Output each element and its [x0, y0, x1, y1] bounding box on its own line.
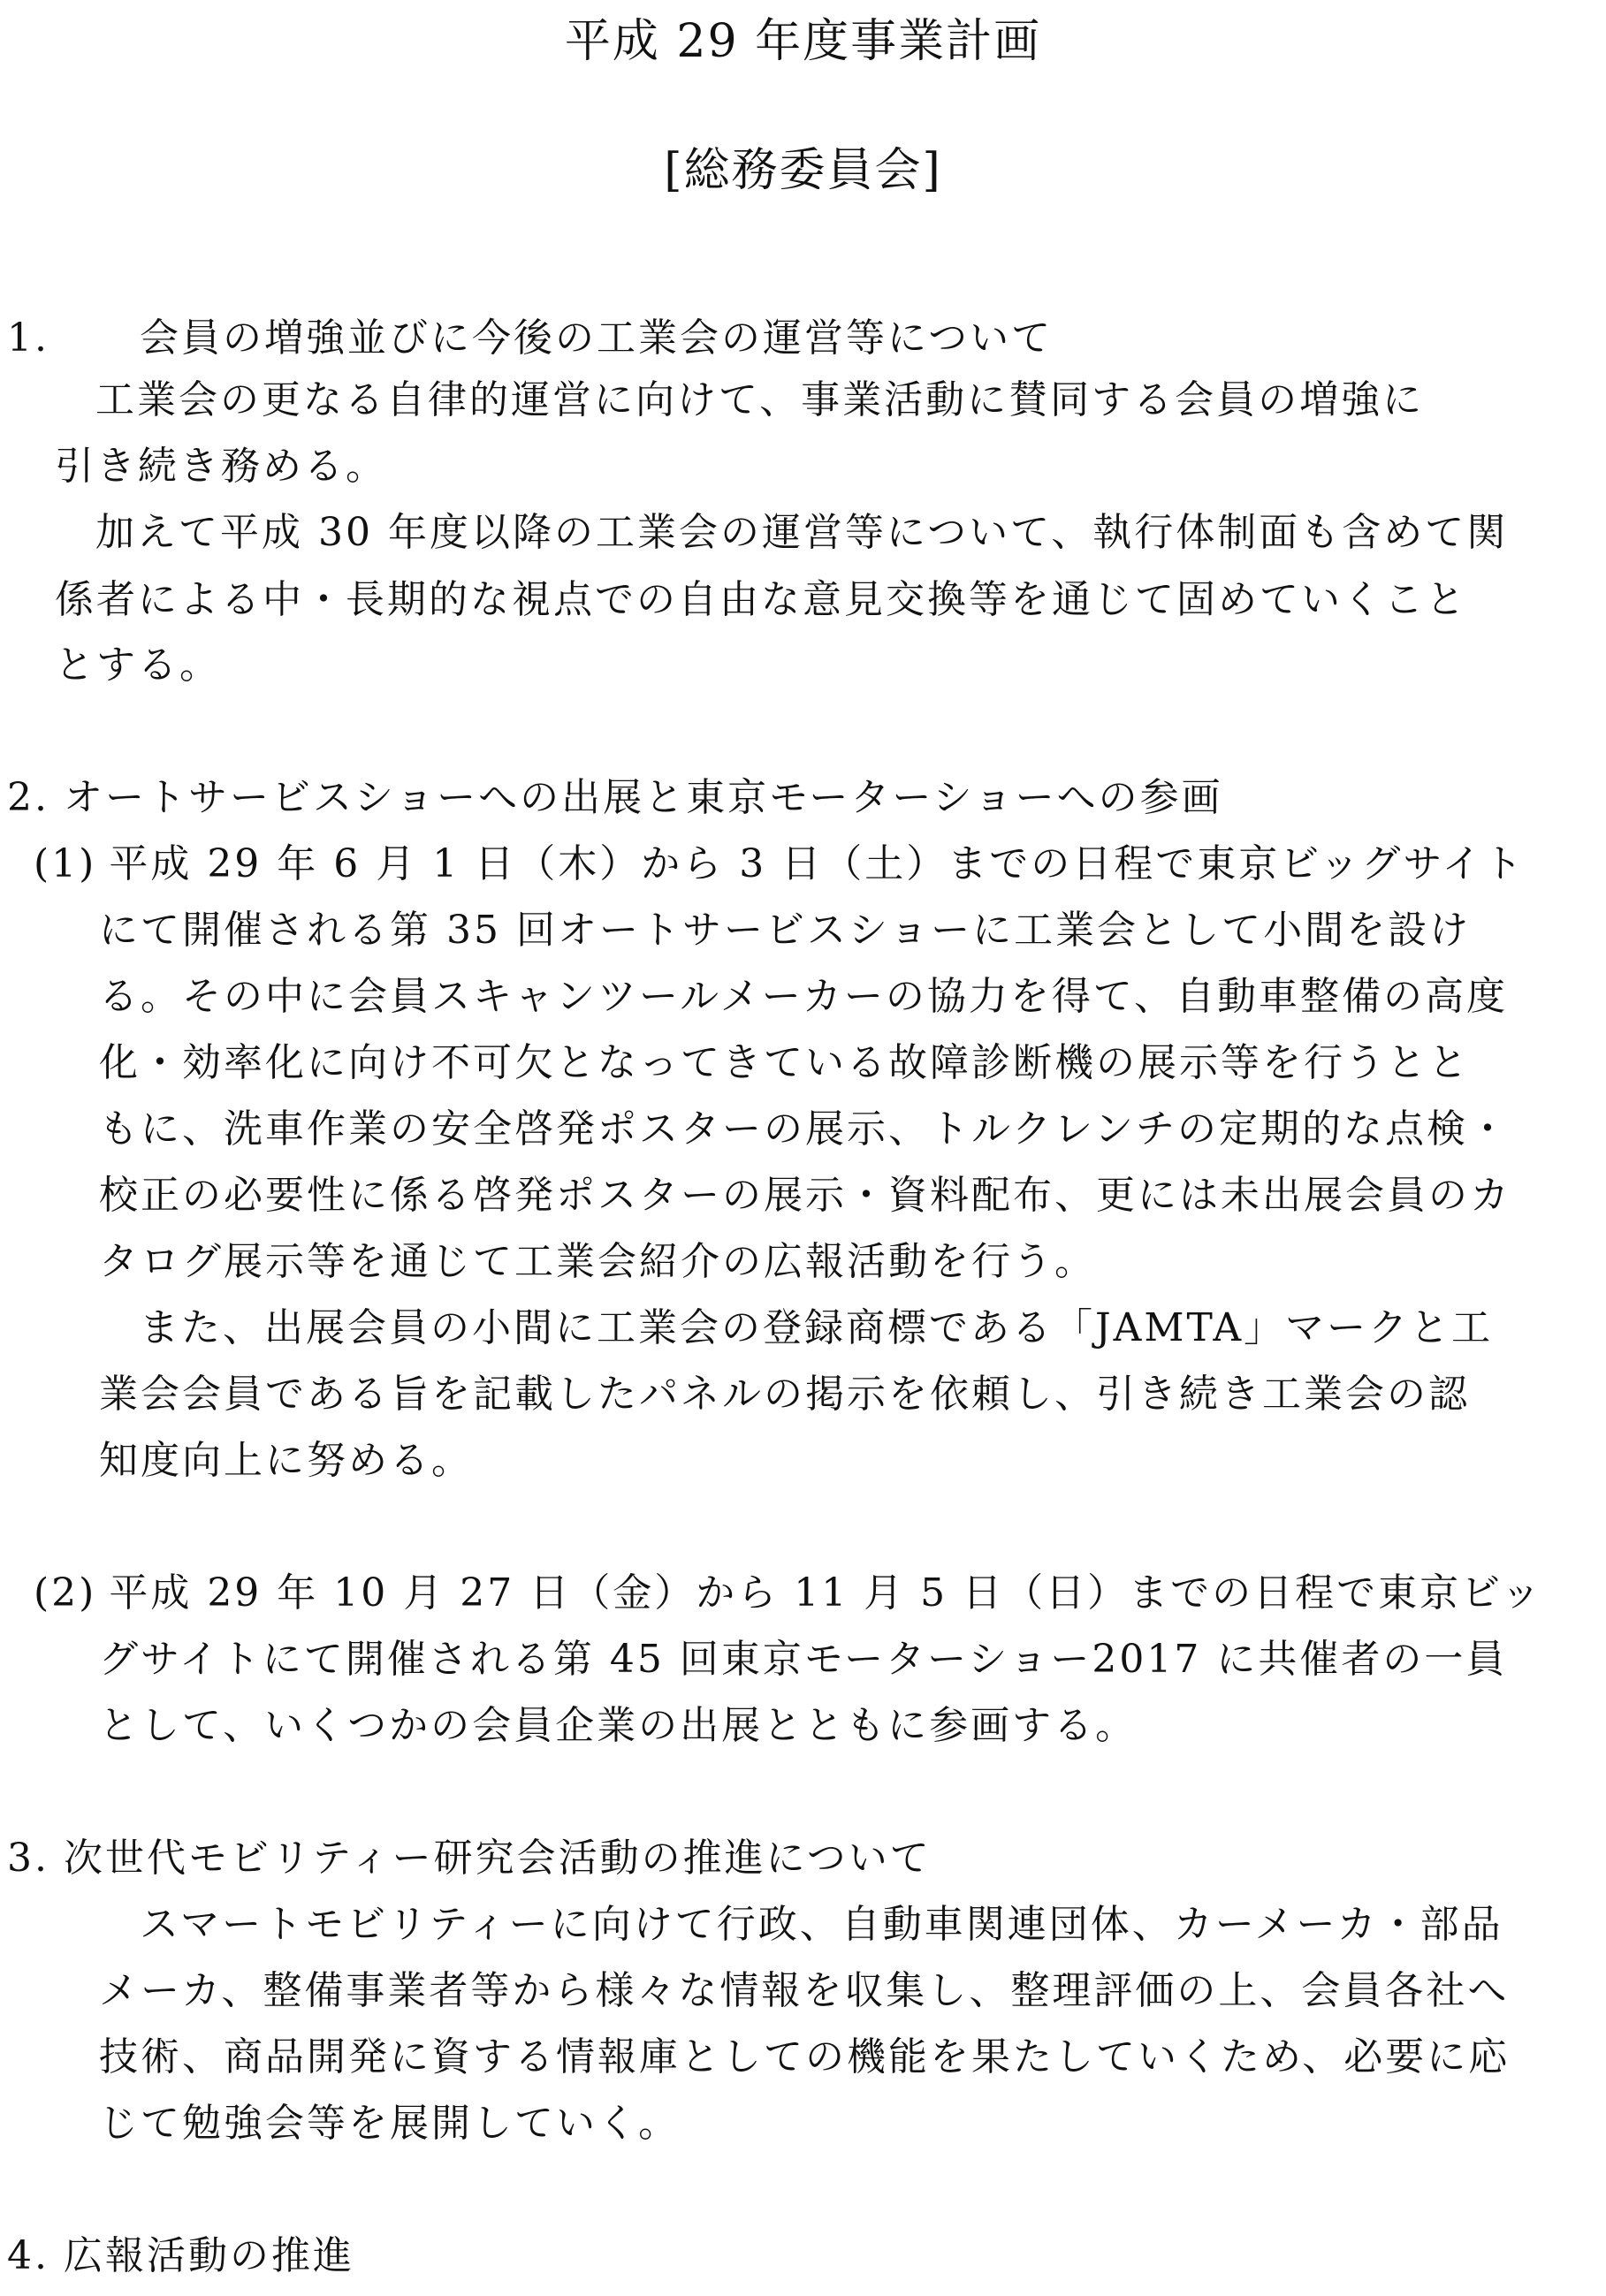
item-1-line: タログ展示等を通じて工業会紹介の広報活動を行う。	[99, 1239, 1096, 1284]
section-1-line: 係者による中・長期的な視点での自由な意見交換等を通じて固めていくこと	[55, 577, 1467, 622]
section-1-line: 引き続き務める。	[55, 444, 387, 489]
section-2-title: オートサービスショーへの出展と東京モーターショーへの参画	[63, 775, 1223, 820]
item-1-line: また、出展会員の小間に工業会の登録商標である「JAMTA」マークと工	[140, 1305, 1494, 1350]
item-2-line: グサイトにて開催される第 45 回東京モーターショー2017 に共催者の一員	[99, 1637, 1508, 1682]
section-3-line: じて勉強会等を展開していく。	[99, 2101, 681, 2146]
item-2-first-line: (2) 平成 29 年 10 月 27 日（金）から 11 月 5 日（日）までの日程で東京ビッ	[34, 1570, 1543, 1616]
document-title: 平成 29 年度事業計画	[564, 15, 1042, 68]
item-2-line: として、いくつかの会員企業の出展とともに参画する。	[99, 1703, 1138, 1748]
section-3-heading	[7, 1831, 932, 1886]
section-1-heading	[7, 311, 1053, 366]
section-4-number: 4.	[7, 2233, 49, 2278]
section-4-title: 広報活動の推進	[63, 2233, 354, 2278]
section-4-heading	[7, 2229, 354, 2284]
section-1-line: 工業会の更なる自律的運営に向けて、事業活動に賛同する会員の増強に	[95, 377, 1425, 422]
item-1-line: にて開催される第 35 回オートサービスショーに工業会として小間を設け	[99, 908, 1472, 953]
item-1-line: 化・効率化に向け不可欠となってきている故障診断機の展示等を行うとと	[99, 1040, 1470, 1085]
item-1-line: もに、洗車作業の安全啓発ポスターの展示、トルクレンチの定期的な点検・	[99, 1106, 1511, 1152]
section-1-number: 1.	[7, 316, 49, 361]
section-3-number: 3.	[7, 1836, 49, 1881]
section-2-number: 2.	[7, 775, 49, 820]
item-1-line: 知度向上に努める。	[99, 1438, 473, 1483]
item-1-marker: (1)	[34, 841, 97, 886]
section-3-line: 技術、商品開発に資する情報庫としての機能を果たしていくため、必要に応	[99, 2034, 1511, 2079]
item-1-line: る。その中に会員スキャンツールメーカーの協力を得て、自動車整備の高度	[99, 974, 1509, 1019]
section-3-line: スマートモビリティーに向けて行政、自動車関連団体、カーメーカ・部品	[140, 1902, 1503, 1947]
item-1-line: 校正の必要性に係る啓発ポスターの展示・資料配布、更には未出展会員のカ	[99, 1173, 1511, 1218]
section-1-line: とする。	[55, 642, 221, 688]
section-1-title: 会員の増強並びに今後の工業会の運営等について	[139, 316, 1054, 361]
item-2-marker: (2)	[34, 1570, 97, 1616]
section-3-line: メーカ、整備事業者等から様々な情報を収集し、整理評価の上、会員各社へ	[99, 1968, 1510, 2013]
section-3-title: 次世代モビリティー研究会活動の推進について	[63, 1836, 932, 1881]
section-2-heading	[7, 771, 1223, 825]
section-1-line: 加えて平成 30 年度以降の工業会の運営等について、執行体制面も含めて関	[95, 510, 1509, 555]
item-1-first-line: (1) 平成 29 年 6 月 1 日（木）から 3 日（土）までの日程で東京ビッグサイト	[34, 841, 1526, 886]
item-1-line: 業会会員である旨を記載したパネルの掲示を依頼し、引き続き工業会の認	[99, 1372, 1470, 1417]
document-subtitle: [総務委員会]	[664, 144, 942, 197]
